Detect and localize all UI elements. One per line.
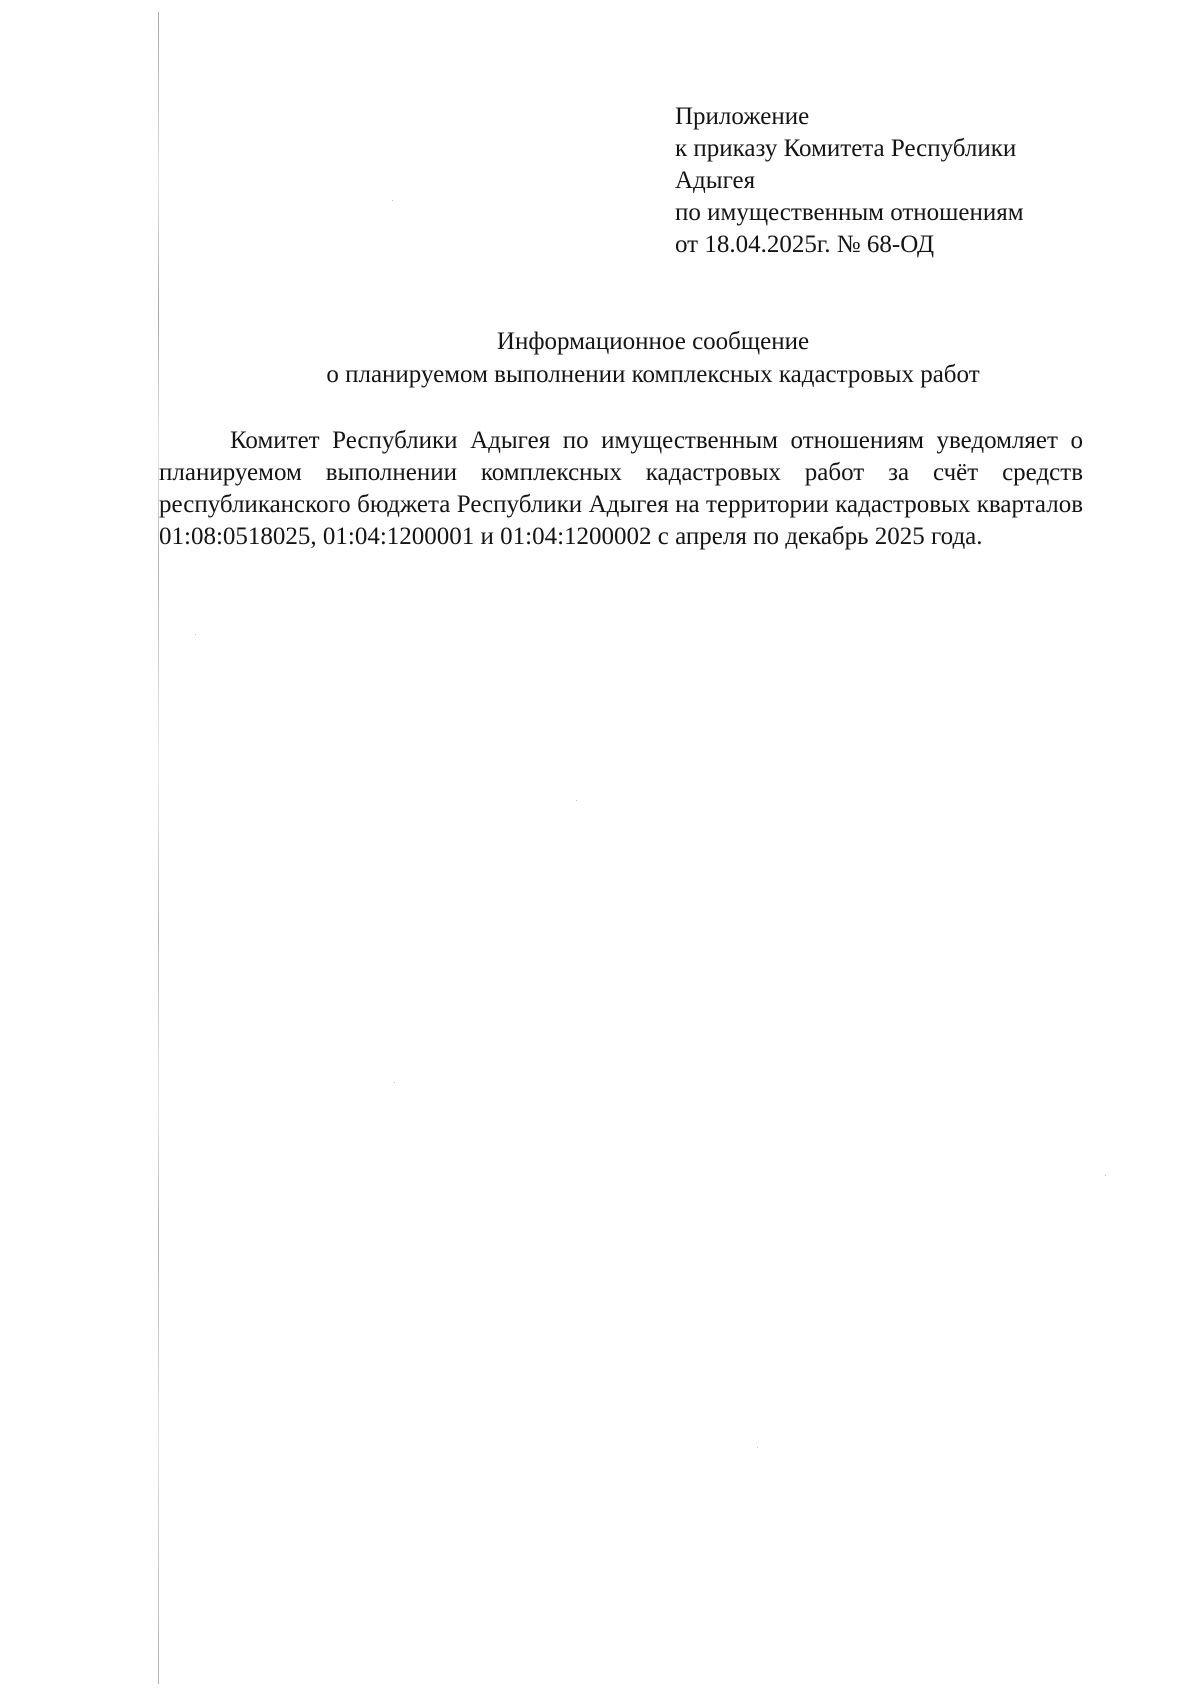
scan-speck [757, 1447, 758, 1448]
scan-speck [195, 634, 196, 635]
scan-speck [394, 1082, 395, 1083]
approval-block [675, 101, 1095, 261]
approval-line: к приказу Комитета Республики [675, 135, 1017, 162]
document-title [160, 325, 1146, 391]
scan-edge-line [158, 12, 159, 1684]
approval-line: Приложение [675, 103, 810, 130]
scan-speck [392, 200, 393, 201]
title-line-2: о планируемом выполнении комплексных кадастровых работ [326, 361, 980, 388]
approval-line: по имущественным отношениям [675, 199, 1024, 226]
approval-line: Адыгея [675, 167, 756, 194]
body-paragraph: Комитет Республики Адыгея по имущественным отношениям уведомляет о планируемом выполнении комплексных кадастровых работ за счёт средств республиканского бюджета Республики Адыгея на территории кадастровых кварталов 01:08:0518025, 01:04:1200001 и 01:04:1200002 с апреля по декабрь 2025 года. [159, 427, 1083, 550]
scan-speck [576, 800, 577, 801]
title-line-1: Информационное сообщение [496, 328, 810, 355]
scan-speck [1105, 1175, 1106, 1176]
approval-line: от 18.04.2025г. № 68-ОД [675, 231, 935, 258]
